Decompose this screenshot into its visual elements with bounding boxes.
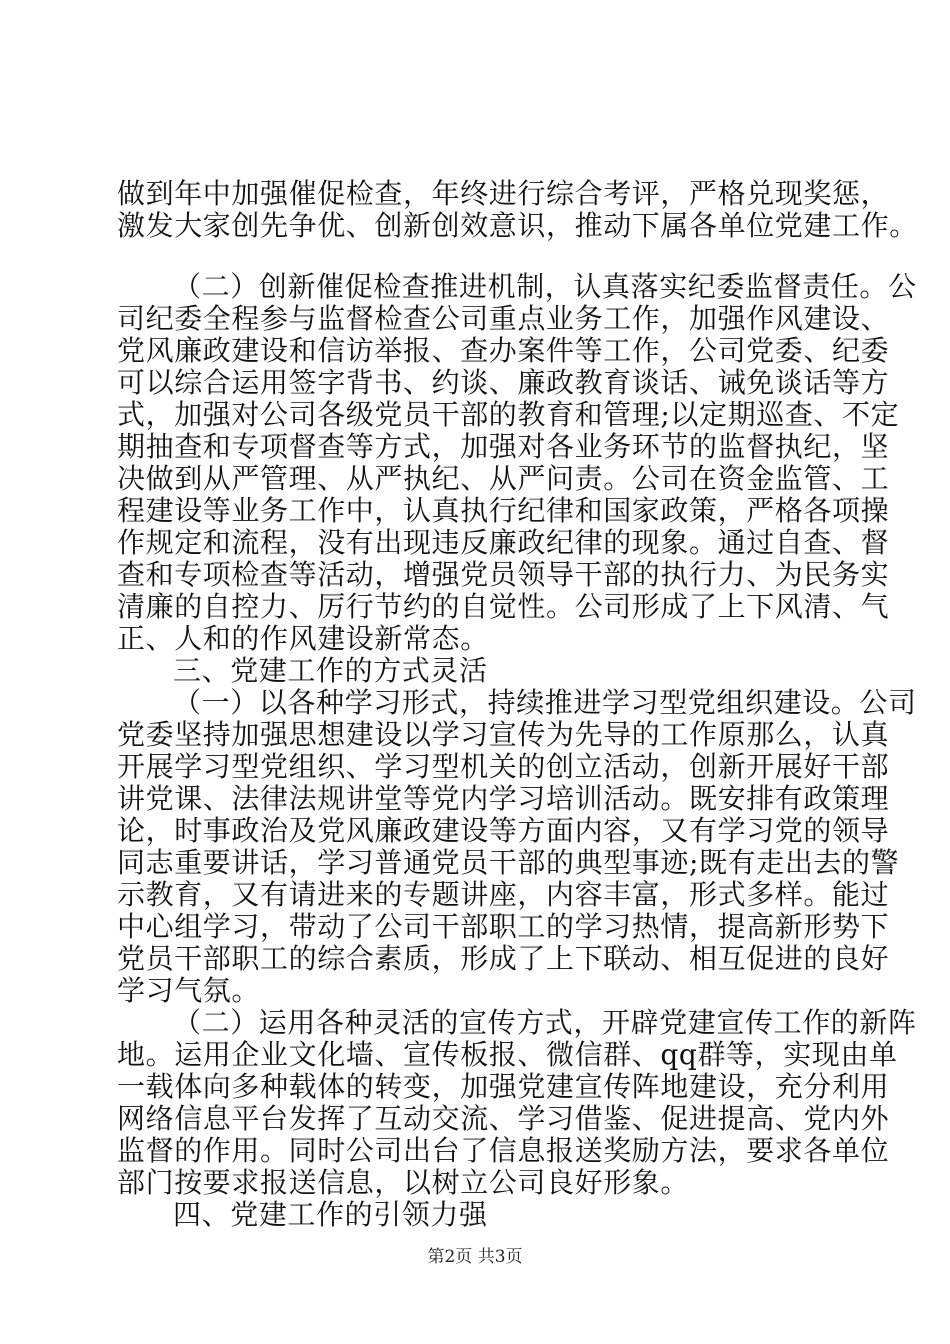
text-line: 司纪委全程参与监督检查公司重点业务工作，加强作风建设、 bbox=[117, 302, 890, 335]
text-line: 作规定和流程，没有出现违反廉政纪律的现象。通过自查、督 bbox=[117, 526, 890, 559]
text-line: 可以综合运用签字背书、约谈、廉政教育谈话、诫免谈话等方 bbox=[117, 366, 890, 399]
text-line: （一）以各种学习形式，持续推进学习型党组织建设。公司 bbox=[173, 686, 917, 719]
text-line: 查和专项检查等活动，增强党员领导干部的执行力、为民务实 bbox=[117, 558, 890, 591]
text-line: 中心组学习，带动了公司干部职工的学习热情，提高新形势下 bbox=[117, 910, 890, 943]
text-line: 一载体向多种载体的转变，加强党建宣传阵地建设，充分利用 bbox=[117, 1070, 890, 1103]
text-line: 同志重要讲话，学习普通党员干部的典型事迹;既有走出去的警 bbox=[117, 846, 900, 879]
section-heading: 三、党建工作的方式灵活 bbox=[173, 654, 488, 687]
text-line: 网络信息平台发挥了互动交流、学习借鉴、促进提高、党内外 bbox=[117, 1102, 890, 1135]
page-number-footer: 第2页 共3页 bbox=[427, 1247, 523, 1267]
text-line: 开展学习型党组织、学习型机关的创立活动，创新开展好干部 bbox=[117, 750, 890, 783]
text-line: 决做到从严管理、从严执纪、从严问责。公司在资金监管、工 bbox=[117, 462, 890, 495]
text-line: 式，加强对公司各级党员干部的教育和管理;以定期巡查、不定 bbox=[117, 398, 900, 431]
text-line: 清廉的自控力、厉行节约的自觉性。公司形成了上下风清、气 bbox=[117, 590, 890, 623]
text-line: 部门按要求报送信息，以树立公司良好形象。 bbox=[117, 1166, 690, 1199]
text-line: 党员干部职工的综合素质，形成了上下联动、相互促进的良好 bbox=[117, 942, 890, 975]
text-line: 论，时事政治及党风廉政建设等方面内容，又有学习党的领导 bbox=[117, 814, 890, 847]
text-line: 正、人和的作风建设新常态。 bbox=[117, 622, 489, 655]
text-line: 做到年中加强催促检查，年终进行综合考评，严格兑现奖惩， bbox=[117, 177, 890, 210]
text-line: （二）创新催促检查推进机制，认真落实纪委监督责任。公 bbox=[173, 270, 917, 303]
text-line: 学习气氛。 bbox=[117, 974, 261, 1007]
text-line: 讲党课、法律法规讲堂等党内学习培训活动。既安排有政策理 bbox=[117, 782, 890, 815]
text-line: 党委坚持加强思想建设以学习宣传为先导的工作原那么，认真 bbox=[117, 718, 890, 751]
text-line: 激发大家创先争优、创新创效意识，推动下属各单位党建工作。 bbox=[117, 209, 918, 242]
text-line: 监督的作用。同时公司出台了信息报送奖励方法，要求各单位 bbox=[117, 1134, 890, 1167]
text-line: 期抽查和专项督查等方式，加强对各业务环节的监督执纪，坚 bbox=[117, 430, 890, 463]
text-line: 程建设等业务工作中，认真执行纪律和国家政策，严格各项操 bbox=[117, 494, 890, 527]
text-line: （二）运用各种灵活的宣传方式，开辟党建宣传工作的新阵 bbox=[173, 1006, 917, 1039]
text-line: 党风廉政建设和信访举报、查办案件等工作，公司党委、纪委 bbox=[117, 334, 890, 367]
text-line: 地。运用企业文化墙、宣传板报、微信群、qq群等，实现由单 bbox=[117, 1038, 898, 1071]
text-line: 示教育，又有请进来的专题讲座，内容丰富，形式多样。能过 bbox=[117, 878, 890, 911]
section-heading: 四、党建工作的引领力强 bbox=[173, 1198, 488, 1231]
